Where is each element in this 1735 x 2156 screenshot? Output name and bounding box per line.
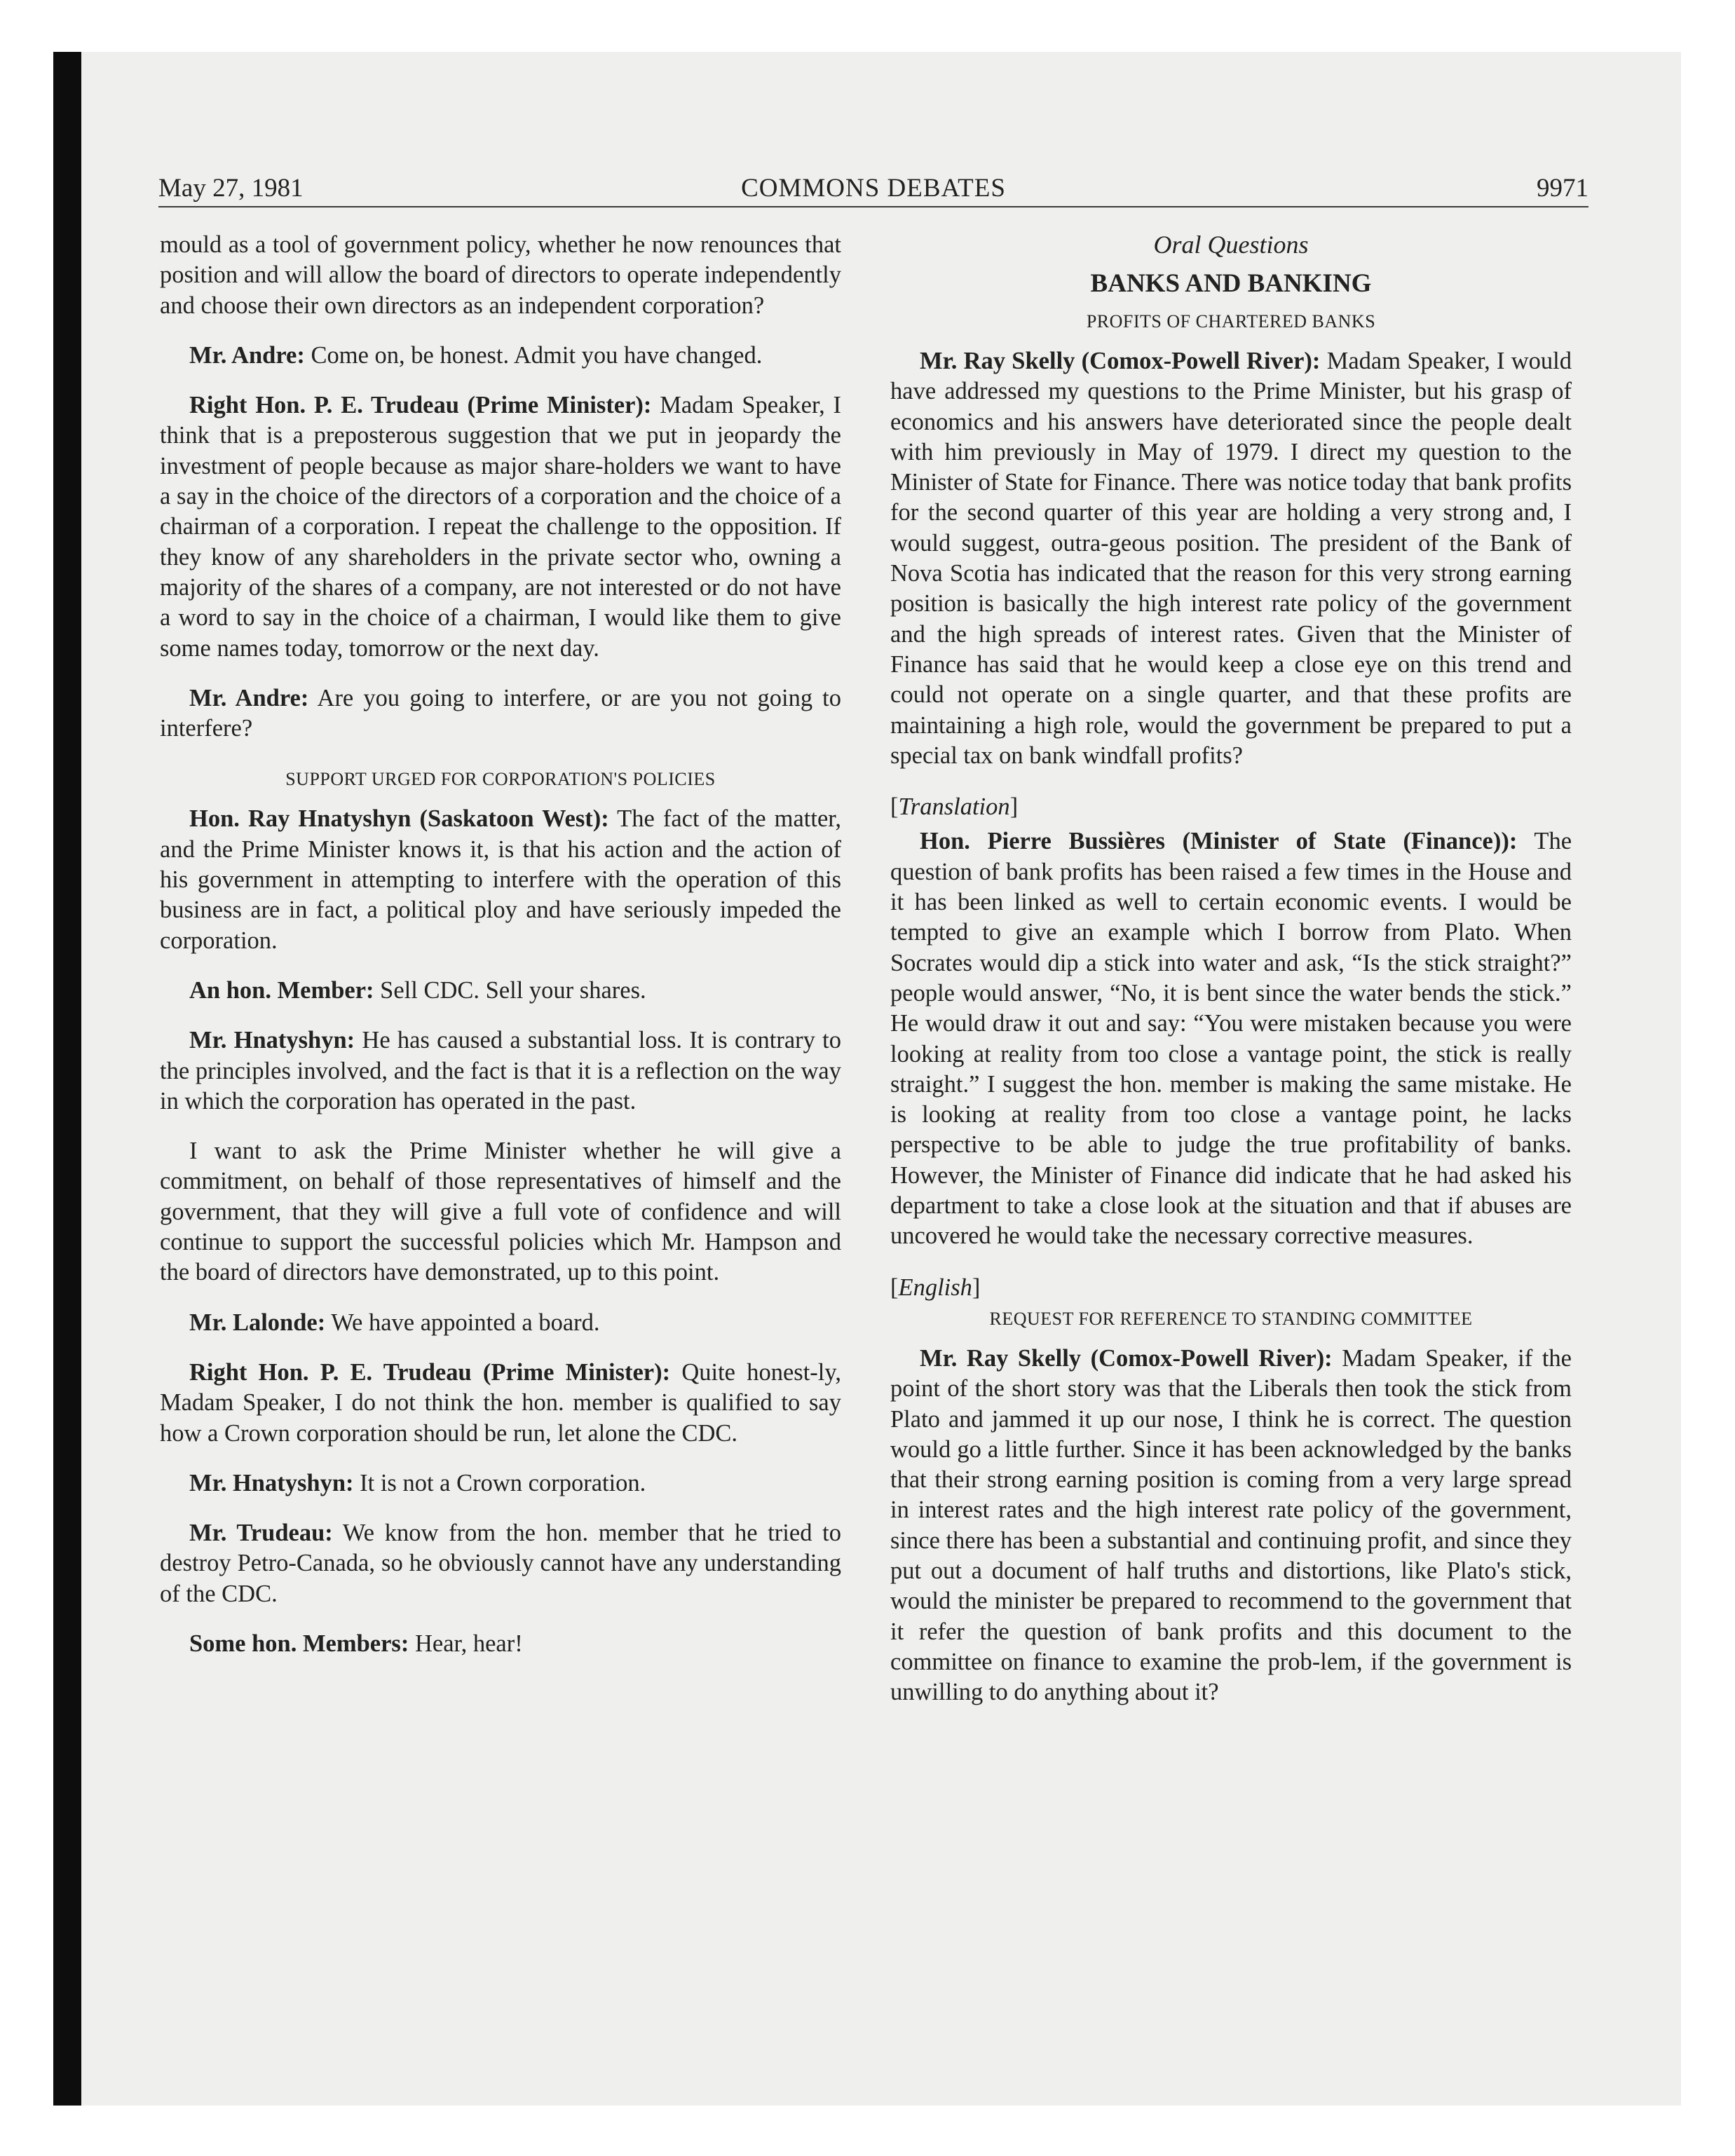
right-column: [890, 230, 1572, 1707]
header-rule: [158, 206, 1588, 207]
subheading: PROFITS OF CHARTERED BANKS: [1086, 311, 1376, 332]
speech-text: He has caused a substantial loss. It is contrary to the principles involved, and the fact is that it is a reflection on the way in which the corporation has operated in the past.: [160, 1027, 841, 1114]
speech-members-1: [160, 1629, 841, 1659]
paragraph: [160, 230, 841, 321]
speaker-name: Right Hon. P. E. Trudeau (Prime Minister):: [189, 392, 652, 419]
speech-skelly-1: [890, 346, 1572, 771]
paragraph-text: mould as a tool of government policy, whether he now renounces that position and will allow the board of directors to operate independently and choose their own directors as an independent corporation?: [160, 231, 841, 319]
header-title: COMMONS DEBATES: [741, 174, 1006, 203]
speech-hnatyshyn-4: [160, 1468, 841, 1499]
speech-trudeau-2: [160, 1358, 841, 1449]
speech-member-1: [160, 976, 841, 1006]
speech-andre-2: [160, 683, 841, 744]
speaker-name: Mr. Ray Skelly (Comox-Powell River):: [920, 1344, 1333, 1372]
speech-trudeau-1: [160, 390, 841, 664]
speaker-name: An hon. Member:: [189, 976, 374, 1004]
speaker-name: Mr. Lalonde:: [189, 1309, 326, 1336]
speech-text: Come on, be honest. Admit you have changed.: [304, 341, 763, 369]
speaker-name: Mr. Trudeau:: [189, 1520, 333, 1547]
speech-text: The fact of the matter, and the Prime Minister knows it, is that his action and the action of his government in attempting to interfere with the operation of this business are in fact, a political ploy and have seriously impeded the corporation.: [160, 805, 841, 954]
speech-text: Madam Speaker, I would have addressed my questions to the Prime Minister, but his grasp of economics and his answers have deteriorated since the people dealt with him previously in May of 1979. I direct my question to the Minister of State for Finance. There was notice today that bank profits for the second quarter of this year are holding a very strong and, I would suggest, outra-geous position. The president of the Bank of Nova Scotia has indicated that the reason for this very strong earning position is basically the high interest rate policy of the government and the high spreads of interest rates. Given that the Minister of Finance has said that he would keep a close eye on this trend and could not operate on a single quarter, and that these profits are maintaining a high role, would the government be prepared to put a special tax on bank windfall profits?: [890, 348, 1572, 769]
section-title: BANKS AND BANKING: [1090, 269, 1372, 298]
speech-lalonde-1: [160, 1308, 841, 1338]
speech-text: We know from the hon. member that he tried to destroy Petro-Canada, so he obviously cannot have any understanding of the CDC.: [160, 1520, 841, 1607]
speaker-name: Mr. Andre:: [189, 684, 309, 711]
language-tag-text: English: [898, 1274, 972, 1301]
running-header: [158, 171, 1588, 206]
speech-trudeau-3: [160, 1518, 841, 1609]
speech-bussieres-1: [890, 826, 1572, 1251]
speech-text: We have appointed a board.: [325, 1309, 600, 1336]
speech-hnatyshyn-1: [160, 804, 841, 955]
speaker-name: Hon. Ray Hnatyshyn (Saskatoon West):: [189, 805, 609, 833]
speaker-name: Some hon. Members:: [189, 1630, 409, 1657]
language-tag: [Translation]: [890, 793, 1019, 821]
header-date: May 27, 1981: [158, 174, 304, 203]
speech-text: Sell CDC. Sell your shares.: [374, 976, 646, 1004]
subheading: SUPPORT URGED FOR CORPORATION'S POLICIES: [285, 769, 716, 790]
speech-hnatyshyn-2: [160, 1025, 841, 1117]
left-column: [160, 230, 841, 1659]
speech-text: Hear, hear!: [409, 1630, 523, 1657]
speech-text: The question of bank profits has been raised a few times in the House and it has been linked as well to certain economic events. I would be tempted to give an example which I borrow from Plato. When Socrates would dip a stick into water and ask, “Is the stick straight?” people would answer, “No, it is bent since the water bends the stick.” He would draw it out and say: “You were mistaken because you were looking at reality from too close a vantage point, the stick is really straight.” I suggest the hon. member is making the same mistake. He is looking at reality from too close a vantage point, he lacks perspective to be able to judge the true profitability of banks. However, the Minister of Finance did indicate that he had asked his department to take a close look at the situation and that if abuses are uncovered he would take the necessary corrective measures.: [890, 828, 1572, 1250]
speech-text: Quite honest-ly, Madam Speaker, I do not think the hon. member is qualified to say how a Crown corporation should be run, let alone the CDC.: [160, 1358, 841, 1447]
section-label: Oral Questions: [1153, 231, 1309, 259]
speaker-name: Mr. Hnatyshyn:: [189, 1027, 355, 1054]
speaker-name: Right Hon. P. E. Trudeau (Prime Minister):: [189, 1358, 671, 1386]
speech-text: It is not a Crown corporation.: [353, 1469, 646, 1496]
speech-hnatyshyn-3: [160, 1136, 841, 1288]
page-number: 9971: [1537, 174, 1588, 203]
speaker-name: Hon. Pierre Bussières (Minister of State (Finance)):: [920, 828, 1518, 855]
speaker-name: Mr. Andre:: [189, 341, 305, 369]
speech-skelly-2: [890, 1344, 1572, 1708]
speech-text: Are you going to interfere, or are you not going to interfere?: [160, 684, 842, 742]
speech-text: Madam Speaker, if the point of the short story was that the Liberals then took the stick from Plato and jammed it up our nose, I think he is correct. The question would go a little further. Since it has been acknowledged by the banks that their strong earning position is coming from a very large spread in interest rates and the high interest rate policy of the government, since there has been a substantial and continuing profit, and since they put out a document of half truths and distortions, like Plato's stick, would the minister be prepared to recommend to the government that it refer the question of bank profits and this document to the committee on finance to examine the prob-lem, if the government is unwilling to do anything about it?: [890, 1344, 1572, 1706]
subheading: REQUEST FOR REFERENCE TO STANDING COMMITTEE: [989, 1308, 1473, 1329]
language-tag: [English]: [890, 1274, 981, 1301]
speaker-name: Mr. Hnatyshyn:: [189, 1469, 354, 1496]
speech-text: I want to ask the Prime Minister whether he will give a commitment, on behalf of those representatives of himself and the government, that they will give a full vote of confidence and will continue to support the successful policies which Mr. Hampson and the board of directors have demonstrated, up to this point.: [160, 1138, 841, 1286]
speaker-name: Mr. Ray Skelly (Comox-Powell River):: [920, 348, 1321, 374]
speech-andre-1: [160, 341, 841, 371]
language-tag-text: Translation: [898, 793, 1010, 821]
scan-border: [53, 52, 81, 2106]
speech-text: Madam Speaker, I think that is a preposterous suggestion that we put in jeopardy the investment of people because as major share-holders we want to have a say in the choice of the directors of a corporation and the choice of a chairman of a corporation. I repeat the challenge to the opposition. If they know of any shareholders in the private sector who, owning a majority of the shares of a company, are not interested or do not have a word to say in the choice of a chairman, I would like them to give some names today, tomorrow or the next day.: [160, 392, 841, 662]
